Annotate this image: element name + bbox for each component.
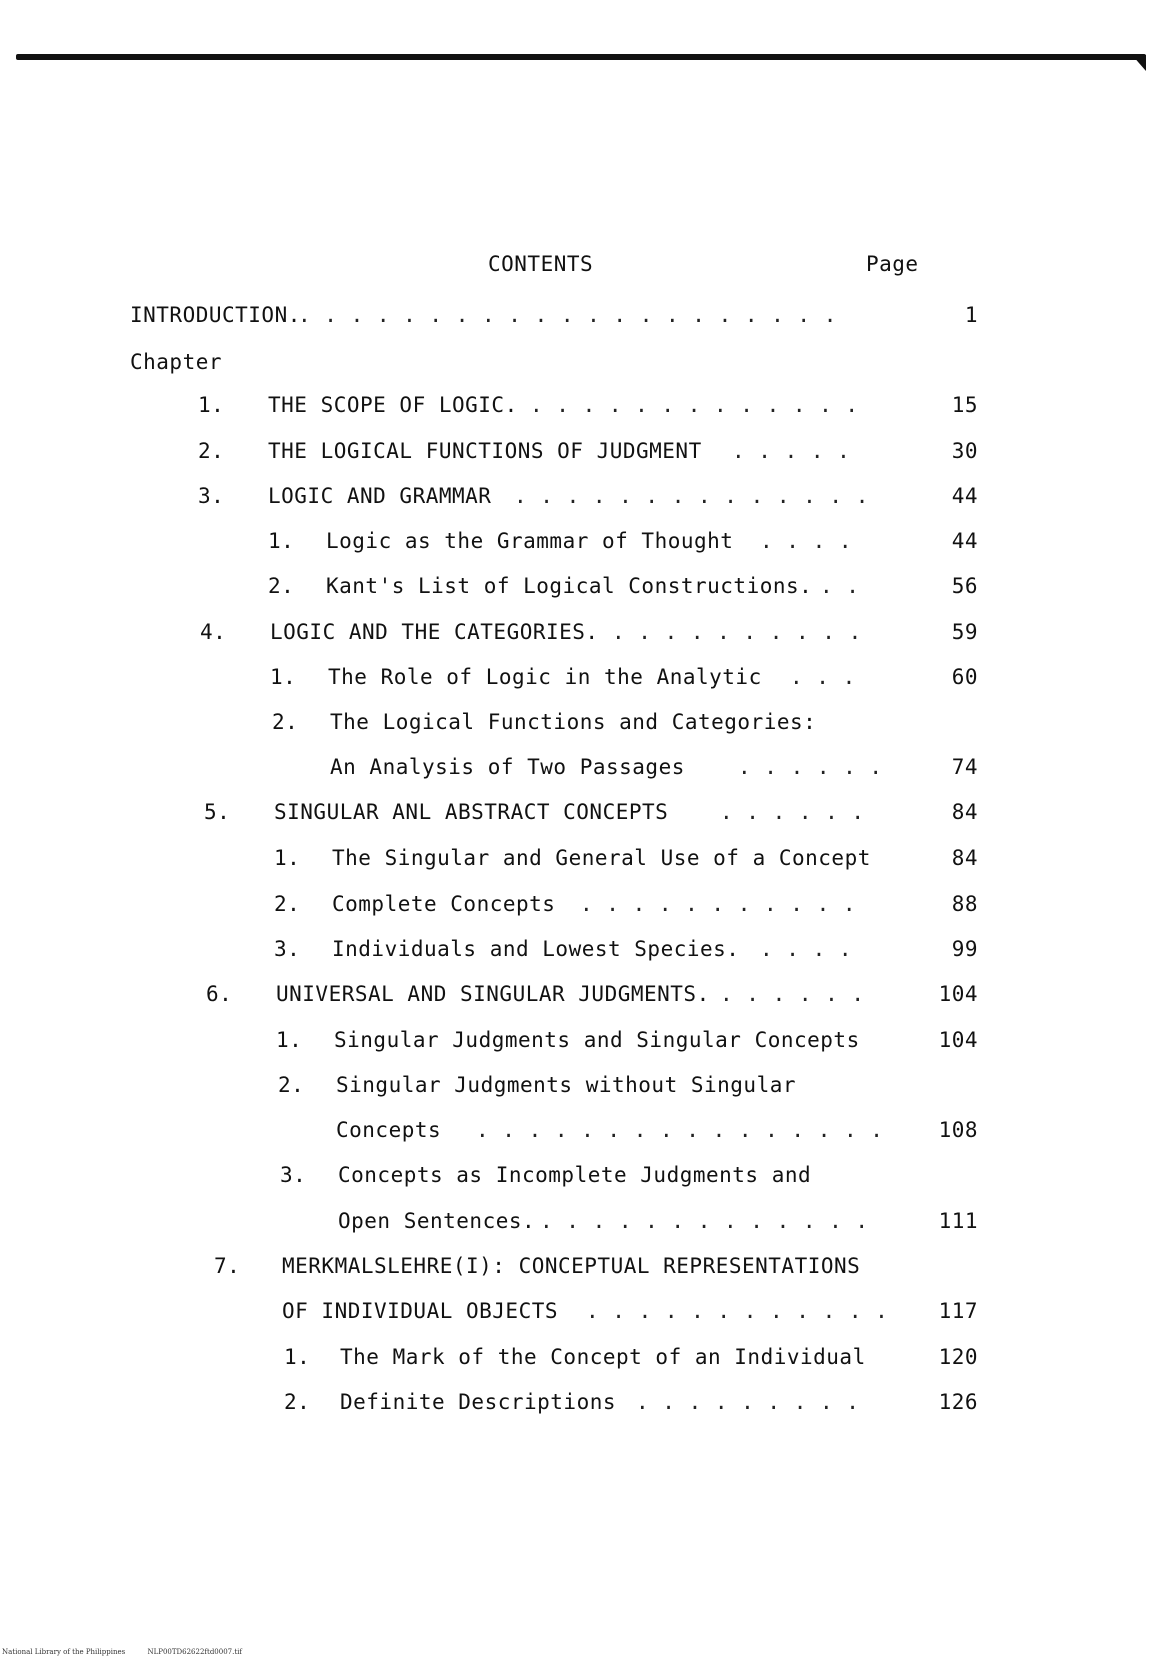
leader-dots: . . . . . . . . . . . . . — [540, 1209, 869, 1233]
entry-title: LOGIC AND THE CATEGORIES. — [270, 620, 599, 644]
page-number: 15 — [951, 393, 978, 417]
page-number: 59 — [951, 620, 978, 644]
leader-dots: . . — [820, 574, 860, 598]
toc-entry — [0, 1345, 1164, 1375]
leader-dots: . . . . . . . . . . . . . . . . — [476, 1118, 884, 1142]
page-number: 84 — [951, 800, 978, 824]
entry-title: THE LOGICAL FUNCTIONS OF JUDGMENT — [268, 439, 702, 463]
entry-number: 3. — [198, 484, 225, 508]
entry-title: Individuals and Lowest Species. — [332, 937, 740, 961]
entry-number: 4. — [200, 620, 227, 644]
toc-entry — [0, 800, 1164, 830]
toc-entry — [0, 1028, 1164, 1058]
leader-dots: . . . . . . . . . . — [612, 620, 862, 644]
toc-entry — [0, 982, 1164, 1012]
entry-title: OF INDIVIDUAL OBJECTS — [282, 1299, 559, 1323]
entry-number: 2. — [274, 892, 301, 916]
page-number: 30 — [951, 439, 978, 463]
entry-number: 3. — [280, 1163, 307, 1187]
leader-dots: . . . . — [760, 529, 853, 553]
library-credit: National Library of the Philippines — [2, 1648, 126, 1656]
leader-dots: . . . — [790, 665, 856, 689]
toc-entry-continuation — [0, 1209, 1164, 1239]
page-number: 74 — [951, 755, 978, 779]
entry-number: 2. — [198, 439, 225, 463]
entry-number: 3. — [274, 937, 301, 961]
page-number: 60 — [951, 665, 978, 689]
page-number: 56 — [951, 574, 978, 598]
entry-title: Logic as the Grammar of Thought — [326, 529, 734, 553]
entry-title: SINGULAR ANL ABSTRACT CONCEPTS — [274, 800, 669, 824]
toc-entry — [0, 529, 1164, 559]
page-number: 84 — [951, 846, 978, 870]
toc-entry-continuation — [0, 755, 1164, 785]
entry-title: Complete Concepts — [332, 892, 556, 916]
page-number: 104 — [938, 982, 978, 1006]
toc-entry — [0, 710, 1164, 740]
toc-entry — [0, 846, 1164, 876]
entry-title: LOGIC AND GRAMMAR — [268, 484, 492, 508]
scan-footer — [2, 1648, 262, 1656]
contents-title: CONTENTS — [488, 252, 594, 276]
toc-entry — [0, 1073, 1164, 1103]
page-number: 120 — [938, 1345, 978, 1369]
entry-title: Singular Judgments without Singular — [336, 1073, 797, 1097]
entry-number: 1. — [274, 846, 301, 870]
entry-title: The Role of Logic in the Analytic — [328, 665, 762, 689]
entry-title: UNIVERSAL AND SINGULAR JUDGMENTS. — [276, 982, 710, 1006]
entry-number: 2. — [272, 710, 299, 734]
entry-number: 2. — [278, 1073, 305, 1097]
entry-title: Singular Judgments and Singular Concepts — [334, 1028, 860, 1052]
toc-entry — [0, 937, 1164, 967]
toc-entry — [0, 393, 1164, 423]
entry-number: 6. — [206, 982, 233, 1006]
toc-entry — [0, 1163, 1164, 1193]
toc-entry — [0, 1254, 1164, 1284]
toc-entry — [0, 484, 1164, 514]
toc-entry-continuation — [0, 1118, 1164, 1148]
entry-number: 7. — [214, 1254, 241, 1278]
leader-dots: . . . . . . — [720, 982, 865, 1006]
toc-entry-introduction — [0, 303, 1164, 333]
page-number: 104 — [938, 1028, 978, 1052]
page-number: 117 — [938, 1299, 978, 1323]
entry-number: 1. — [276, 1028, 303, 1052]
entry-title: Concepts as Incomplete Judgments and — [338, 1163, 812, 1187]
entry-number: 5. — [204, 800, 231, 824]
leader-dots: . . . . . — [732, 439, 851, 463]
leader-dots: . . . . . . . . . . . . . . — [514, 484, 869, 508]
entry-title: The Logical Functions and Categories: — [330, 710, 817, 734]
top-border-line — [16, 54, 1146, 60]
entry-number: 1. — [270, 665, 297, 689]
entry-number: 1. — [268, 529, 295, 553]
page-number: 44 — [951, 484, 978, 508]
leader-dots: . . . . . . . . . . . — [580, 892, 857, 916]
entry-title: Kant's List of Logical Constructions. — [326, 574, 813, 598]
leader-dots: . . . . . . . . . . . . . . . . . . . . . — [298, 303, 837, 327]
leader-dots: . . . . . . . . . . . . . — [530, 393, 859, 417]
corner-mark — [1132, 55, 1146, 71]
entry-number: 2. — [284, 1390, 311, 1414]
toc-header — [0, 252, 1164, 282]
toc-entry — [0, 1390, 1164, 1420]
leader-dots: . . . . — [760, 937, 853, 961]
toc-entry — [0, 665, 1164, 695]
toc-entry — [0, 620, 1164, 650]
leader-dots: . . . . . . — [738, 755, 883, 779]
page-number: 1 — [964, 303, 978, 327]
entry-number: 1. — [198, 393, 225, 417]
scan-filename: NLP00TD62622ftd0007.tif — [147, 1648, 242, 1656]
page-number: 126 — [938, 1390, 978, 1414]
chapter-label-row — [0, 350, 1164, 380]
entry-title: Open Sentences. — [338, 1209, 536, 1233]
page-number: 88 — [951, 892, 978, 916]
toc-entry — [0, 439, 1164, 469]
leader-dots: . . . . . . — [720, 800, 865, 824]
entry-title: Concepts — [336, 1118, 442, 1142]
page-number: 108 — [938, 1118, 978, 1142]
leader-dots: . . . . . . . . . — [636, 1390, 860, 1414]
entry-title: The Singular and General Use of a Concept — [332, 846, 871, 870]
leader-dots: . . . . . . . . . . . . — [586, 1299, 889, 1323]
entry-title: The Mark of the Concept of an Individual — [340, 1345, 866, 1369]
entry-title: Definite Descriptions — [340, 1390, 617, 1414]
entry-title: An Analysis of Two Passages — [330, 755, 685, 779]
page-number: 99 — [951, 937, 978, 961]
entry-title: THE SCOPE OF LOGIC. — [268, 393, 518, 417]
entry-title: MERKMALSLEHRE(I): CONCEPTUAL REPRESENTATIONS — [282, 1254, 861, 1278]
page-number: 44 — [951, 529, 978, 553]
toc-entry — [0, 574, 1164, 604]
entry-title: INTRODUCTION. — [130, 303, 301, 327]
page-number: 111 — [938, 1209, 978, 1233]
page-column-label: Page — [866, 252, 919, 276]
chapter-label: Chapter — [130, 350, 223, 374]
entry-number: 1. — [284, 1345, 311, 1369]
toc-entry-continuation — [0, 1299, 1164, 1329]
entry-number: 2. — [268, 574, 295, 598]
toc-entry — [0, 892, 1164, 922]
